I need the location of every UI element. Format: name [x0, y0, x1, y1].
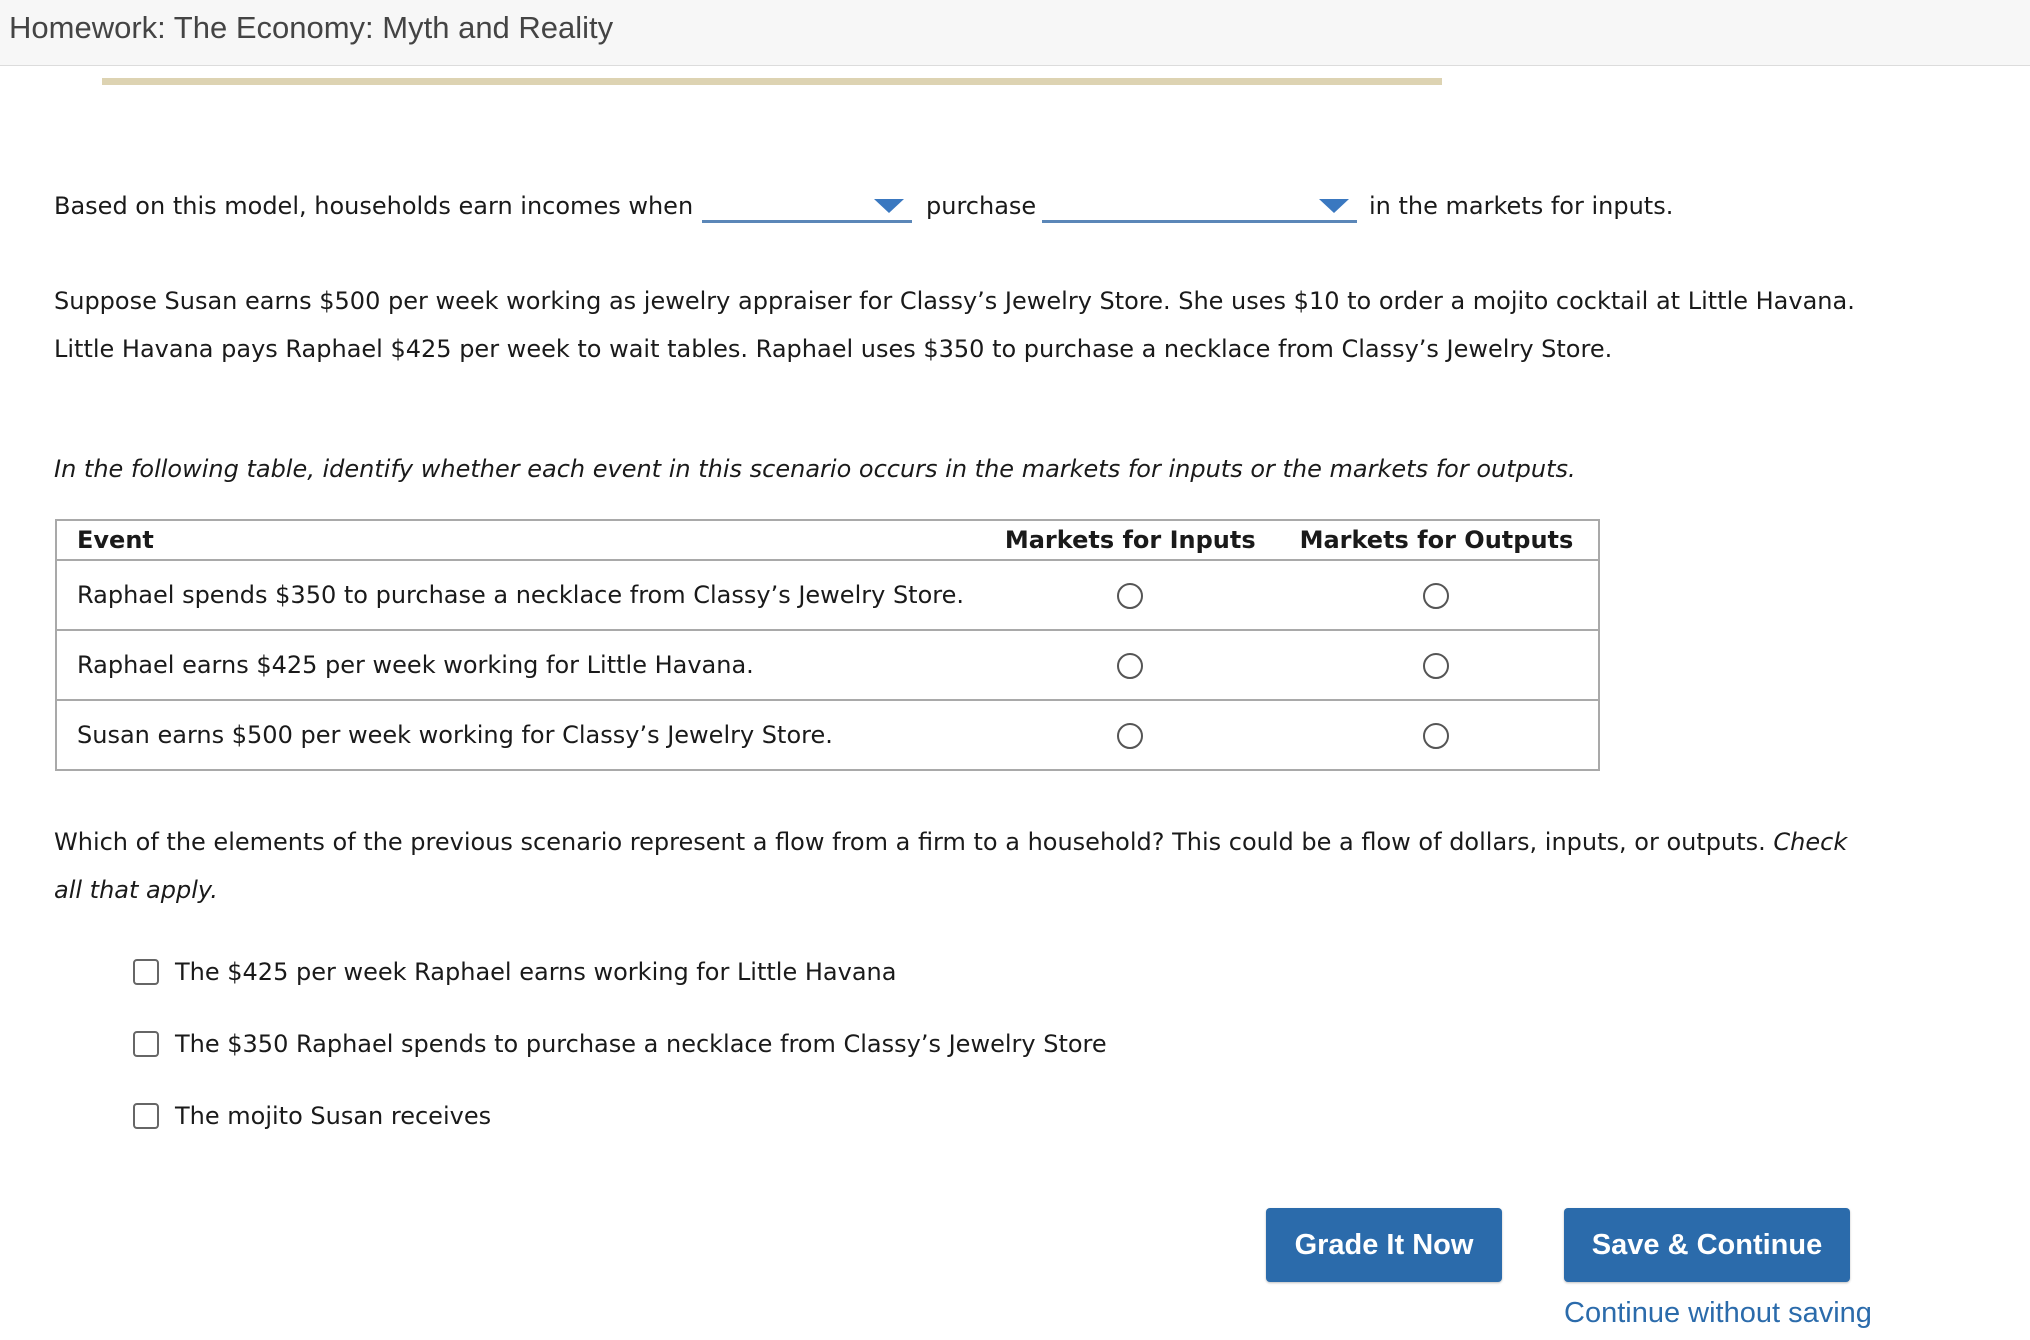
- grade-it-now-button[interactable]: Grade It Now: [1266, 1208, 1502, 1282]
- outputs-cell: [1275, 700, 1599, 770]
- checkbox-option[interactable]: [133, 952, 896, 992]
- question3-line-2: all that apply.: [54, 876, 218, 904]
- radio-inputs-row-2[interactable]: [1117, 653, 1143, 679]
- radio-outputs-row-1[interactable]: [1423, 583, 1449, 609]
- inputs-cell: [986, 630, 1275, 700]
- checkbox-option[interactable]: [133, 1096, 491, 1136]
- outputs-cell: [1275, 560, 1599, 630]
- question3-text: Which of the elements of the previous scenario represent a flow from a firm to a household? This could be a flow of dollars, inputs, or outputs.: [54, 828, 1766, 856]
- checkbox-label: The $425 per week Raphael earns working for Little Havana: [175, 958, 897, 986]
- event-classification-table: [55, 519, 1600, 771]
- radio-outputs-row-2[interactable]: [1423, 653, 1449, 679]
- question3-line-1: [54, 818, 1847, 866]
- question1-text-middle: purchase: [926, 192, 1037, 220]
- checkbox-label: The $350 Raphael spends to purchase a necklace from Classy’s Jewelry Store: [175, 1030, 1107, 1058]
- event-cell: Raphael spends $350 to purchase a necklace from Classy’s Jewelry Store.: [56, 560, 986, 630]
- column-header-event: Event: [56, 520, 986, 560]
- radio-inputs-row-3[interactable]: [1117, 723, 1143, 749]
- households-earn-dropdown[interactable]: [702, 193, 912, 223]
- purchase-dropdown[interactable]: [1042, 193, 1357, 223]
- save-and-continue-button[interactable]: Save & Continue: [1564, 1208, 1850, 1282]
- scenario-line-2: Little Havana pays Raphael $425 per week to wait tables. Raphael uses $350 to purchase a necklace from Classy’s Jewelry Store.: [54, 335, 1613, 363]
- event-cell: Susan earns $500 per week working for Classy’s Jewelry Store.: [56, 700, 986, 770]
- table-row: [56, 700, 1599, 770]
- checkbox-mojito[interactable]: [133, 1103, 159, 1129]
- page-title: Homework: The Economy: Myth and Reality: [9, 10, 614, 45]
- inputs-cell: [986, 700, 1275, 770]
- table-row: [56, 560, 1599, 630]
- table-header-row: [56, 520, 1599, 560]
- chevron-down-icon: [874, 199, 904, 213]
- checkbox-label: The mojito Susan receives: [175, 1102, 492, 1130]
- scenario-line-1: Suppose Susan earns $500 per week working as jewelry appraiser for Classy’s Jewelry Store. She uses $10 to order a mojito cocktail at Little Havana.: [54, 287, 1855, 315]
- chevron-down-icon: [1319, 199, 1349, 213]
- checkbox-425-earnings[interactable]: [133, 959, 159, 985]
- column-header-inputs: Markets for Inputs: [986, 520, 1275, 560]
- radio-outputs-row-3[interactable]: [1423, 723, 1449, 749]
- column-header-outputs: Markets for Outputs: [1275, 520, 1599, 560]
- continue-without-saving-link[interactable]: Continue without saving: [1564, 1297, 1872, 1329]
- table-instructions: In the following table, identify whether each event in this scenario occurs in the markets for inputs or the markets for outputs.: [54, 455, 1576, 483]
- checkbox-option[interactable]: [133, 1024, 1107, 1064]
- outputs-cell: [1275, 630, 1599, 700]
- checkbox-350-necklace[interactable]: [133, 1031, 159, 1057]
- page-header: [0, 0, 2030, 66]
- progress-divider: [102, 78, 1442, 85]
- question3-emphasis: Check: [1773, 828, 1848, 856]
- radio-inputs-row-1[interactable]: [1117, 583, 1143, 609]
- question1-text-start: Based on this model, households earn incomes when: [54, 192, 694, 220]
- question1-text-end: in the markets for inputs.: [1369, 192, 1674, 220]
- event-cell: Raphael earns $425 per week working for Little Havana.: [56, 630, 986, 700]
- inputs-cell: [986, 560, 1275, 630]
- table-row: [56, 630, 1599, 700]
